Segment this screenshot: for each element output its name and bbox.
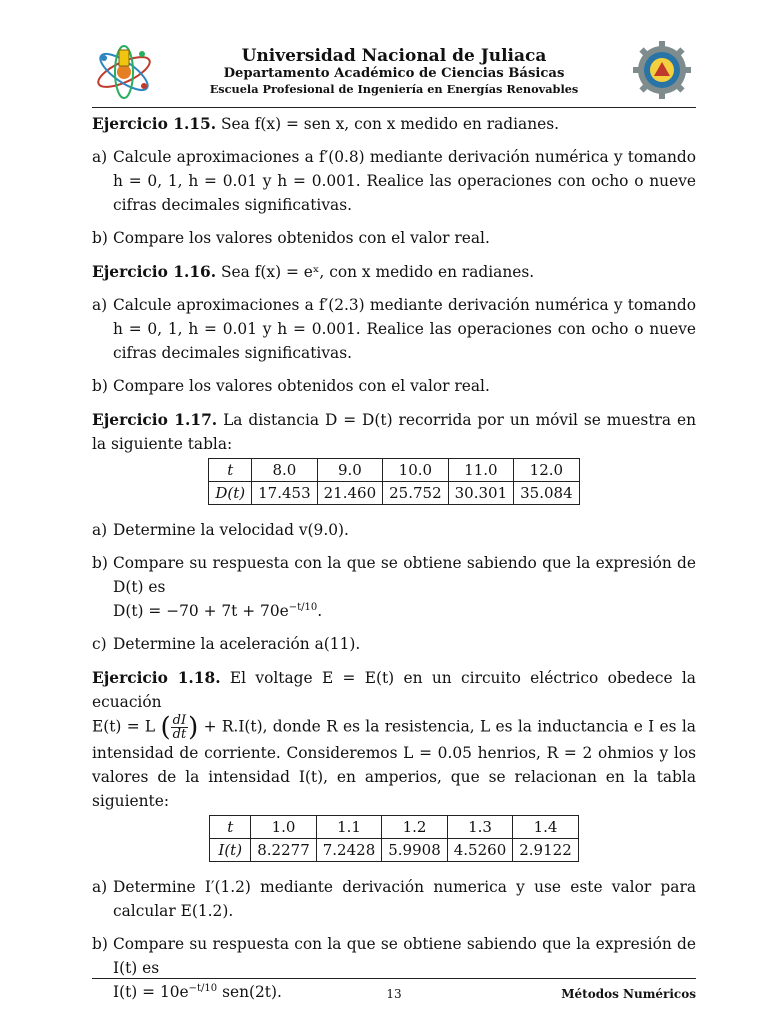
exercise-1-17-item-b-text: Compare su respuesta con la que se obtiene sabiendo que la expresión de D(t) es [113,554,696,596]
gear-seal-logo-icon [632,40,692,100]
exercise-1-17-item-b [92,551,696,623]
fraction-numerator: dI [171,714,189,728]
item-label: a) [92,148,108,166]
table-cell: 7.2428 [316,839,382,862]
header-divider [92,107,696,108]
exercise-1-15-item-b-text: Compare los valores obtenidos con el valor real. [113,229,490,247]
exercise-1-18-statement [92,666,696,813]
table-cell: t [210,816,251,839]
exercise-1-18-item-a-text: Determine I′(1.2) mediante derivación numerica y use este valor para calcular E(1.2). [113,878,696,920]
current-table [209,815,579,862]
page-footer [92,982,696,1002]
exercise-1-18-title: Ejercicio 1.18. [92,669,221,687]
exercise-1-17-statement [92,408,696,456]
table-cell: 12.0 [514,459,580,482]
exercise-1-16-item-a-text: Calcule aproximaciones a f′(2.3) mediante derivación numérica y tomando h = 0, 1, h = 0.01 y h = 0.001. Realice las operaciones con ocho o nueve cifras decimales significativas. [113,296,696,362]
close-paren-icon: ) [188,712,199,743]
header-text [162,46,626,97]
item-label: c) [92,635,107,653]
exercise-1-16-item-b [92,374,696,398]
table-cell: 2.9122 [513,839,579,862]
table-cell: 21.460 [317,482,383,505]
table-cell: 4.5260 [447,839,513,862]
exercise-1-18-item-b-text: Compare su respuesta con la que se obtiene sabiendo que la expresión de I(t) es [113,935,696,977]
exercise-1-15-item-b [92,226,696,250]
distance-formula: D(t) = −70 + 7t + 70e [113,602,289,620]
atom-logo-icon [92,38,156,102]
item-label: b) [92,554,108,572]
exercise-1-15-text: Sea f(x) = sen x, con x medido en radianes. [221,115,560,133]
table-cell: 5.9908 [382,839,448,862]
derivative-fraction [171,714,189,741]
exercise-1-18-text: El voltage E = E(t) en un circuito eléctrico obedece la ecuación [92,669,696,711]
table-cell: I(t) [210,839,251,862]
current-formula-exponent: −t/10 [188,982,218,994]
school-name: Escuela Profesional de Ingeniería en Energías Renovables [209,82,579,96]
formula-end: sen(2t). [222,983,282,1001]
exercise-1-17-item-a [92,518,696,542]
table-row [210,816,579,839]
exercise-1-17-item-a-text: Determine la velocidad v(9.0). [113,521,349,539]
table-cell: 10.0 [383,459,449,482]
table-cell: 17.453 [252,482,318,505]
fraction-denominator: dt [172,727,187,742]
exercise-1-16-item-b-text: Compare los valores obtenidos con el valor real. [113,377,490,395]
table-cell: 35.084 [514,482,580,505]
current-formula: I(t) = 10e [113,983,189,1001]
table-cell: 25.752 [383,482,449,505]
table-cell: 1.2 [382,816,448,839]
exercise-1-15-statement [92,112,696,136]
exercise-1-16-item-a [92,293,696,365]
item-label: a) [92,296,108,314]
footer-divider [92,978,696,979]
voltage-equation-right: + R.I(t), donde R es la resistencia, L es la inductancia e I es la [203,717,696,736]
table-row [209,459,579,482]
exercise-1-17-title: Ejercicio 1.17. [92,411,218,429]
exercise-1-17-text: La distancia D = D(t) recorrida por un móvil se muestra en la siguiente tabla: [92,411,696,453]
table-cell: 11.0 [448,459,514,482]
table-cell: t [209,459,252,482]
exercise-1-16-text: Sea f(x) = eˣ, con x medido en radianes. [221,263,535,281]
table-cell: D(t) [209,482,252,505]
university-name: Universidad Nacional de Juliaca [241,46,547,66]
exercise-1-17-item-c-text: Determine la aceleración a(11). [113,635,361,653]
distance-table [208,458,579,505]
table-cell: 1.3 [447,816,513,839]
open-paren-icon: ( [160,712,171,743]
course-name: Métodos Numéricos [561,987,696,1001]
exercise-1-18-text-2: intensidad de corriente. Consideremos L = 0.05 henrios, R = 2 ohmios y los valores de la intensidad I(t), en amperios, que se relacionan en la tabla siguiente: [92,744,696,810]
table-cell: 8.2277 [251,839,317,862]
item-label: b) [92,935,108,953]
item-label: b) [92,229,108,247]
voltage-equation-left: E(t) = L [92,717,156,736]
table-cell: 1.0 [251,816,317,839]
exercise-1-18-item-a [92,875,696,923]
formula-end: . [317,602,323,620]
exercise-1-15-item-a-text: Calcule aproximaciones a f′(0.8) mediante derivación numérica y tomando h = 0, 1, h = 0.01 y h = 0.001. Realice las operaciones con ocho o nueve cifras decimales significativas. [113,148,696,214]
table-row [210,839,579,862]
table-row [209,482,579,505]
page-content [92,112,696,1004]
exercise-1-16-statement [92,260,696,284]
item-label: b) [92,377,108,395]
exercise-1-15-title: Ejercicio 1.15. [92,115,217,133]
table-cell: 8.0 [252,459,318,482]
item-label: a) [92,878,108,896]
item-label: a) [92,521,108,539]
exercise-1-16-title: Ejercicio 1.16. [92,263,217,281]
page-number: 13 [386,987,402,1001]
page-header [92,38,696,106]
exercise-1-15-item-a [92,145,696,217]
table-cell: 1.1 [316,816,382,839]
department-name: Departamento Académico de Ciencias Básicas [223,66,565,81]
table-cell: 9.0 [317,459,383,482]
distance-formula-exponent: −t/10 [288,601,318,613]
exercise-1-17-item-c [92,632,696,656]
table-cell: 30.301 [448,482,514,505]
table-cell: 1.4 [513,816,579,839]
